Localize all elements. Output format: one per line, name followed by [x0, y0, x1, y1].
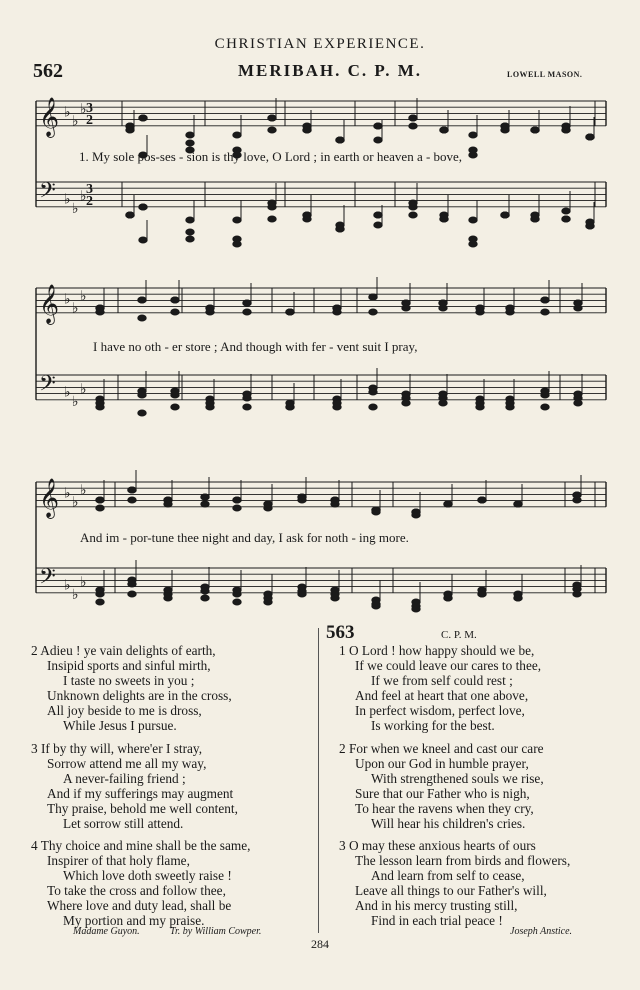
svg-text:♭: ♭	[80, 483, 87, 499]
svg-text:𝄞: 𝄞	[39, 477, 60, 518]
hymn-562-author-credit: Madame Guyon.	[73, 926, 140, 937]
verse-line: Find in each trial peace !	[371, 913, 503, 928]
svg-text:♭: ♭	[80, 189, 87, 205]
hymn-562-verse-4	[31, 838, 250, 928]
svg-text:♭: ♭	[80, 575, 87, 591]
verse-line: 1 O Lord ! how happy should we be,	[339, 643, 535, 658]
hymn-563-verse-3	[339, 838, 570, 928]
verse-line: A never-failing friend ;	[63, 771, 186, 786]
verse-line: And learn from self to cease,	[371, 868, 525, 883]
verse-line: Unknown delights are in the cross,	[47, 688, 232, 703]
svg-text:2: 2	[86, 194, 93, 209]
verse-line: 4 Thy choice and mine shall be the same,	[31, 838, 251, 853]
verse-line: Insipid sports and sinful mirth,	[47, 658, 211, 673]
svg-text:♭: ♭	[72, 114, 79, 130]
hymn-563-author-credit: Joseph Anstice.	[510, 926, 573, 937]
svg-text:♭: ♭	[72, 394, 79, 410]
verse-line: Thy praise, behold me well content,	[47, 801, 238, 816]
verse-line: And in his mercy trusting still,	[355, 898, 518, 913]
verse-line: Where love and duty lead, shall be	[47, 898, 232, 913]
svg-text:𝄢: 𝄢	[39, 178, 56, 209]
svg-text:♭: ♭	[72, 495, 79, 511]
verse-line: I taste no sweets in you ;	[63, 673, 195, 688]
verse-line: 3 O may these anxious hearts of ours	[339, 838, 536, 853]
svg-text:♭: ♭	[72, 301, 79, 317]
verse-line: Sure that our Father who is nigh,	[355, 786, 530, 801]
verse-line: Which love doth sweetly raise !	[63, 868, 232, 883]
verse-line: Will hear his children's cries.	[371, 816, 526, 831]
svg-text:♭: ♭	[80, 289, 87, 305]
svg-text:♭: ♭	[64, 578, 71, 594]
lyric-line-3: And im - por-tune thee night and day, I ask for noth - ing more.	[80, 530, 409, 545]
verse-line: Upon our God in humble prayer,	[355, 756, 529, 771]
verse-line: My portion and my praise.	[63, 913, 205, 928]
hymn-563-meter: C. P. M.	[441, 629, 477, 641]
hymn-563-verse-1	[339, 643, 541, 733]
svg-text:♭: ♭	[80, 382, 87, 398]
tune-title: MERIBAH. C. P. M.	[238, 61, 423, 80]
verse-line: Leave all things to our Father's will,	[355, 883, 547, 898]
section-title: CHRISTIAN EXPERIENCE.	[214, 36, 426, 52]
svg-text:𝄞: 𝄞	[39, 96, 60, 137]
svg-text:♭: ♭	[64, 292, 71, 308]
column-divider	[318, 628, 319, 933]
verse-line: All joy beside to me is dross,	[47, 703, 202, 718]
svg-text:2: 2	[86, 113, 93, 128]
verse-line: 2 Adieu ! ye vain delights of earth,	[31, 643, 216, 658]
verse-line: 2 For when we kneel and cast our care	[339, 741, 544, 756]
lyric-line-2: I have no oth - er store ; And though with fer - vent suit I pray,	[93, 339, 418, 354]
hymn-563-verse-2	[339, 741, 544, 831]
verse-line: If we could leave our cares to thee,	[355, 658, 542, 673]
composer-credit: LOWELL MASON.	[507, 70, 583, 79]
verse-line: Let sorrow still attend.	[63, 816, 184, 831]
svg-text:♭: ♭	[64, 192, 71, 208]
verse-line: To hear the ravens when they cry,	[355, 801, 534, 816]
hymn-562-translator-credit: Tr. by William Cowper.	[170, 926, 262, 937]
verse-line: To take the cross and follow thee,	[47, 883, 226, 898]
lyric-line-1: 1. My sole pos-ses - sion is thy love, O Lord ; in earth or heaven a - bove,	[79, 149, 463, 164]
verse-line: While Jesus I pursue.	[63, 718, 177, 733]
svg-text:♭: ♭	[64, 486, 71, 502]
verse-line: 3 If by thy will, where'er I stray,	[31, 741, 203, 756]
svg-text:3: 3	[86, 182, 93, 197]
svg-text:♭: ♭	[72, 201, 79, 217]
svg-text:♭: ♭	[72, 587, 79, 603]
verse-line: If we from self could rest ;	[371, 673, 513, 688]
svg-text:𝄢: 𝄢	[39, 371, 56, 402]
verse-line: The lesson learn from birds and flowers,	[355, 853, 571, 868]
hymn-number-563: 563	[326, 622, 355, 643]
svg-text:♭: ♭	[64, 105, 71, 121]
svg-text:𝄞: 𝄞	[39, 283, 60, 324]
verse-line: And feel at heart that one above,	[355, 688, 529, 703]
verse-line: Inspirer of that holy flame,	[47, 853, 190, 868]
hymn-562-verse-2	[31, 643, 232, 733]
hymn-562-verse-3	[31, 741, 238, 831]
verse-line: And if my sufferings may augment	[47, 786, 234, 801]
svg-text:3: 3	[86, 101, 93, 116]
verse-line: Is working for the best.	[371, 718, 495, 733]
svg-text:𝄢: 𝄢	[39, 564, 56, 595]
verse-line: With strengthened souls we rise,	[371, 771, 544, 786]
hymn-number-562: 562	[33, 60, 63, 82]
verse-line: Sorrow attend me all my way,	[47, 756, 207, 771]
page-number: 284	[311, 937, 329, 951]
verse-line: In perfect wisdom, perfect love,	[355, 703, 525, 718]
svg-text:♭: ♭	[64, 385, 71, 401]
svg-text:♭: ♭	[80, 102, 87, 118]
